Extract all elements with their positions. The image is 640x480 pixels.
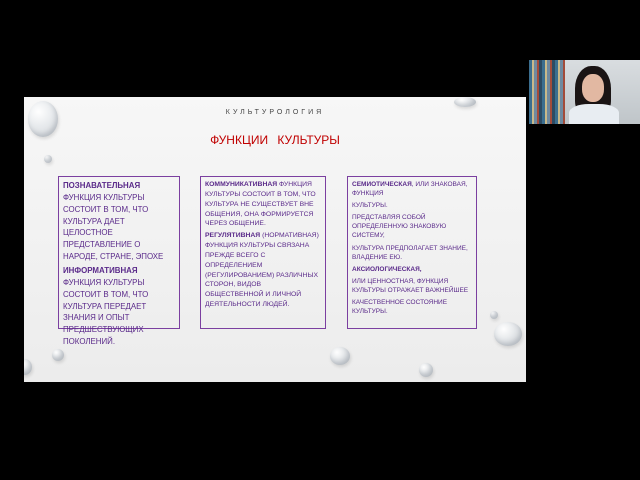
water-drop-decoration [52,349,64,361]
paragraph: КУЛЬТУРЫ. [352,202,388,210]
term: РЕГУЛЯТИВНАЯ [205,232,261,240]
definition: , ИЛИ ЗНАКОВАЯ, ФУНКЦИЯ [352,181,468,198]
paragraph [352,265,472,274]
term: ИНФОРМАТИВНАЯ [63,266,138,276]
term: СЕМИОТИЧЕСКАЯ [352,181,412,188]
paragraph: ПРЕДСТАВЛЯЯ СОБОЙ ОПРЕДЕЛЕННУЮ ЗНАКОВУЮ СИСТЕМУ, [352,214,447,240]
term: КОММУНИКАТИВНАЯ [205,181,278,188]
term: АКСИОЛОГИЧЕСКАЯ, [352,265,422,273]
presenter-face [582,74,604,102]
slide-header: КУЛЬТУРОЛОГИЯ [225,109,325,116]
presenter-body [569,104,619,124]
definition: ФУНКЦИЯ КУЛЬТУРЫ СОСТОИТ В ТОМ, ЧТО КУЛЬТУРА ПЕРЕДАЕТ ЗНАНИЯ И ОПЫТ ПРЕДШЕСТВУЮЩИХ ПОКОЛЕНИЙ. [63,277,149,347]
bookshelf-background [529,60,565,124]
definition: (НОРМАТИВНАЯ) ФУНКЦИЯ КУЛЬТУРЫ СВЯЗАНА ПРЕЖДЕ ВСЕГО С ОПРЕДЕЛЕНИЕМ (РЕГУЛИРОВАНИЕМ) РАЗЛИЧНЫХ СТОРОН, ВИДОВ ОБЩЕСТВЕННОЙ И ЛИЧНОЙ ДЕЯТЕЛЬНОСТИ ЛЮДЕЙ. [205,232,319,309]
function-box-cognitive [58,176,180,347]
definition: ФУНКЦИЯ КУЛЬТУРЫ СОСТОИТ В ТОМ, ЧТО КУЛЬТУРА НЕ СУЩЕСТВУЕТ ВНЕ ОБЩЕНИЯ, ОНА ФОРМИРУЕТСЯ ЧЕРЕЗ ОБЩЕНИЕ. [205,181,316,228]
water-drop-decoration [419,363,433,377]
term: ПОЗНАВАТЕЛЬНАЯ [63,181,141,190]
function-box-communicative [200,176,326,329]
water-drop-decoration [28,101,58,137]
paragraph [63,180,175,263]
function-box-semiotic [347,176,477,329]
water-drop-decoration [454,97,476,107]
presentation-slide [24,97,526,382]
water-drop-decoration [490,311,498,319]
paragraph [352,180,472,198]
paragraph: КАЧЕСТВЕННОЕ СОСТОЯНИЕ КУЛЬТУРЫ. [352,299,448,316]
paragraph: ИЛИ ЦЕННОСТНАЯ, ФУНКЦИЯ КУЛЬТУРЫ ОТРАЖАЕТ ВАЖНЕЙШЕЕ [352,277,469,294]
paragraph: КУЛЬТУРА ПРЕДПОЛАГАЕТ ЗНАНИЕ, ВЛАДЕНИЕ ЕЮ. [352,244,468,261]
water-drop-decoration [330,347,350,365]
paragraph [205,231,321,310]
definition: ФУНКЦИЯ КУЛЬТУРЫ СОСТОИТ В ТОМ, ЧТО КУЛЬТУРА ДАЕТ ЦЕЛОСТНОЕ ПРЕДСТАВЛЕНИЕ О НАРОДЕ, СТРАНЕ, ЭПОХЕ [63,192,164,262]
webcam-video-tile[interactable] [529,60,640,124]
slide-title: ФУНКЦИИ КУЛЬТУРЫ [210,133,340,147]
water-drop-decoration [24,359,32,375]
water-drop-decoration [44,155,52,163]
paragraph [205,180,321,229]
water-drop-decoration [494,322,522,346]
paragraph [63,265,175,348]
